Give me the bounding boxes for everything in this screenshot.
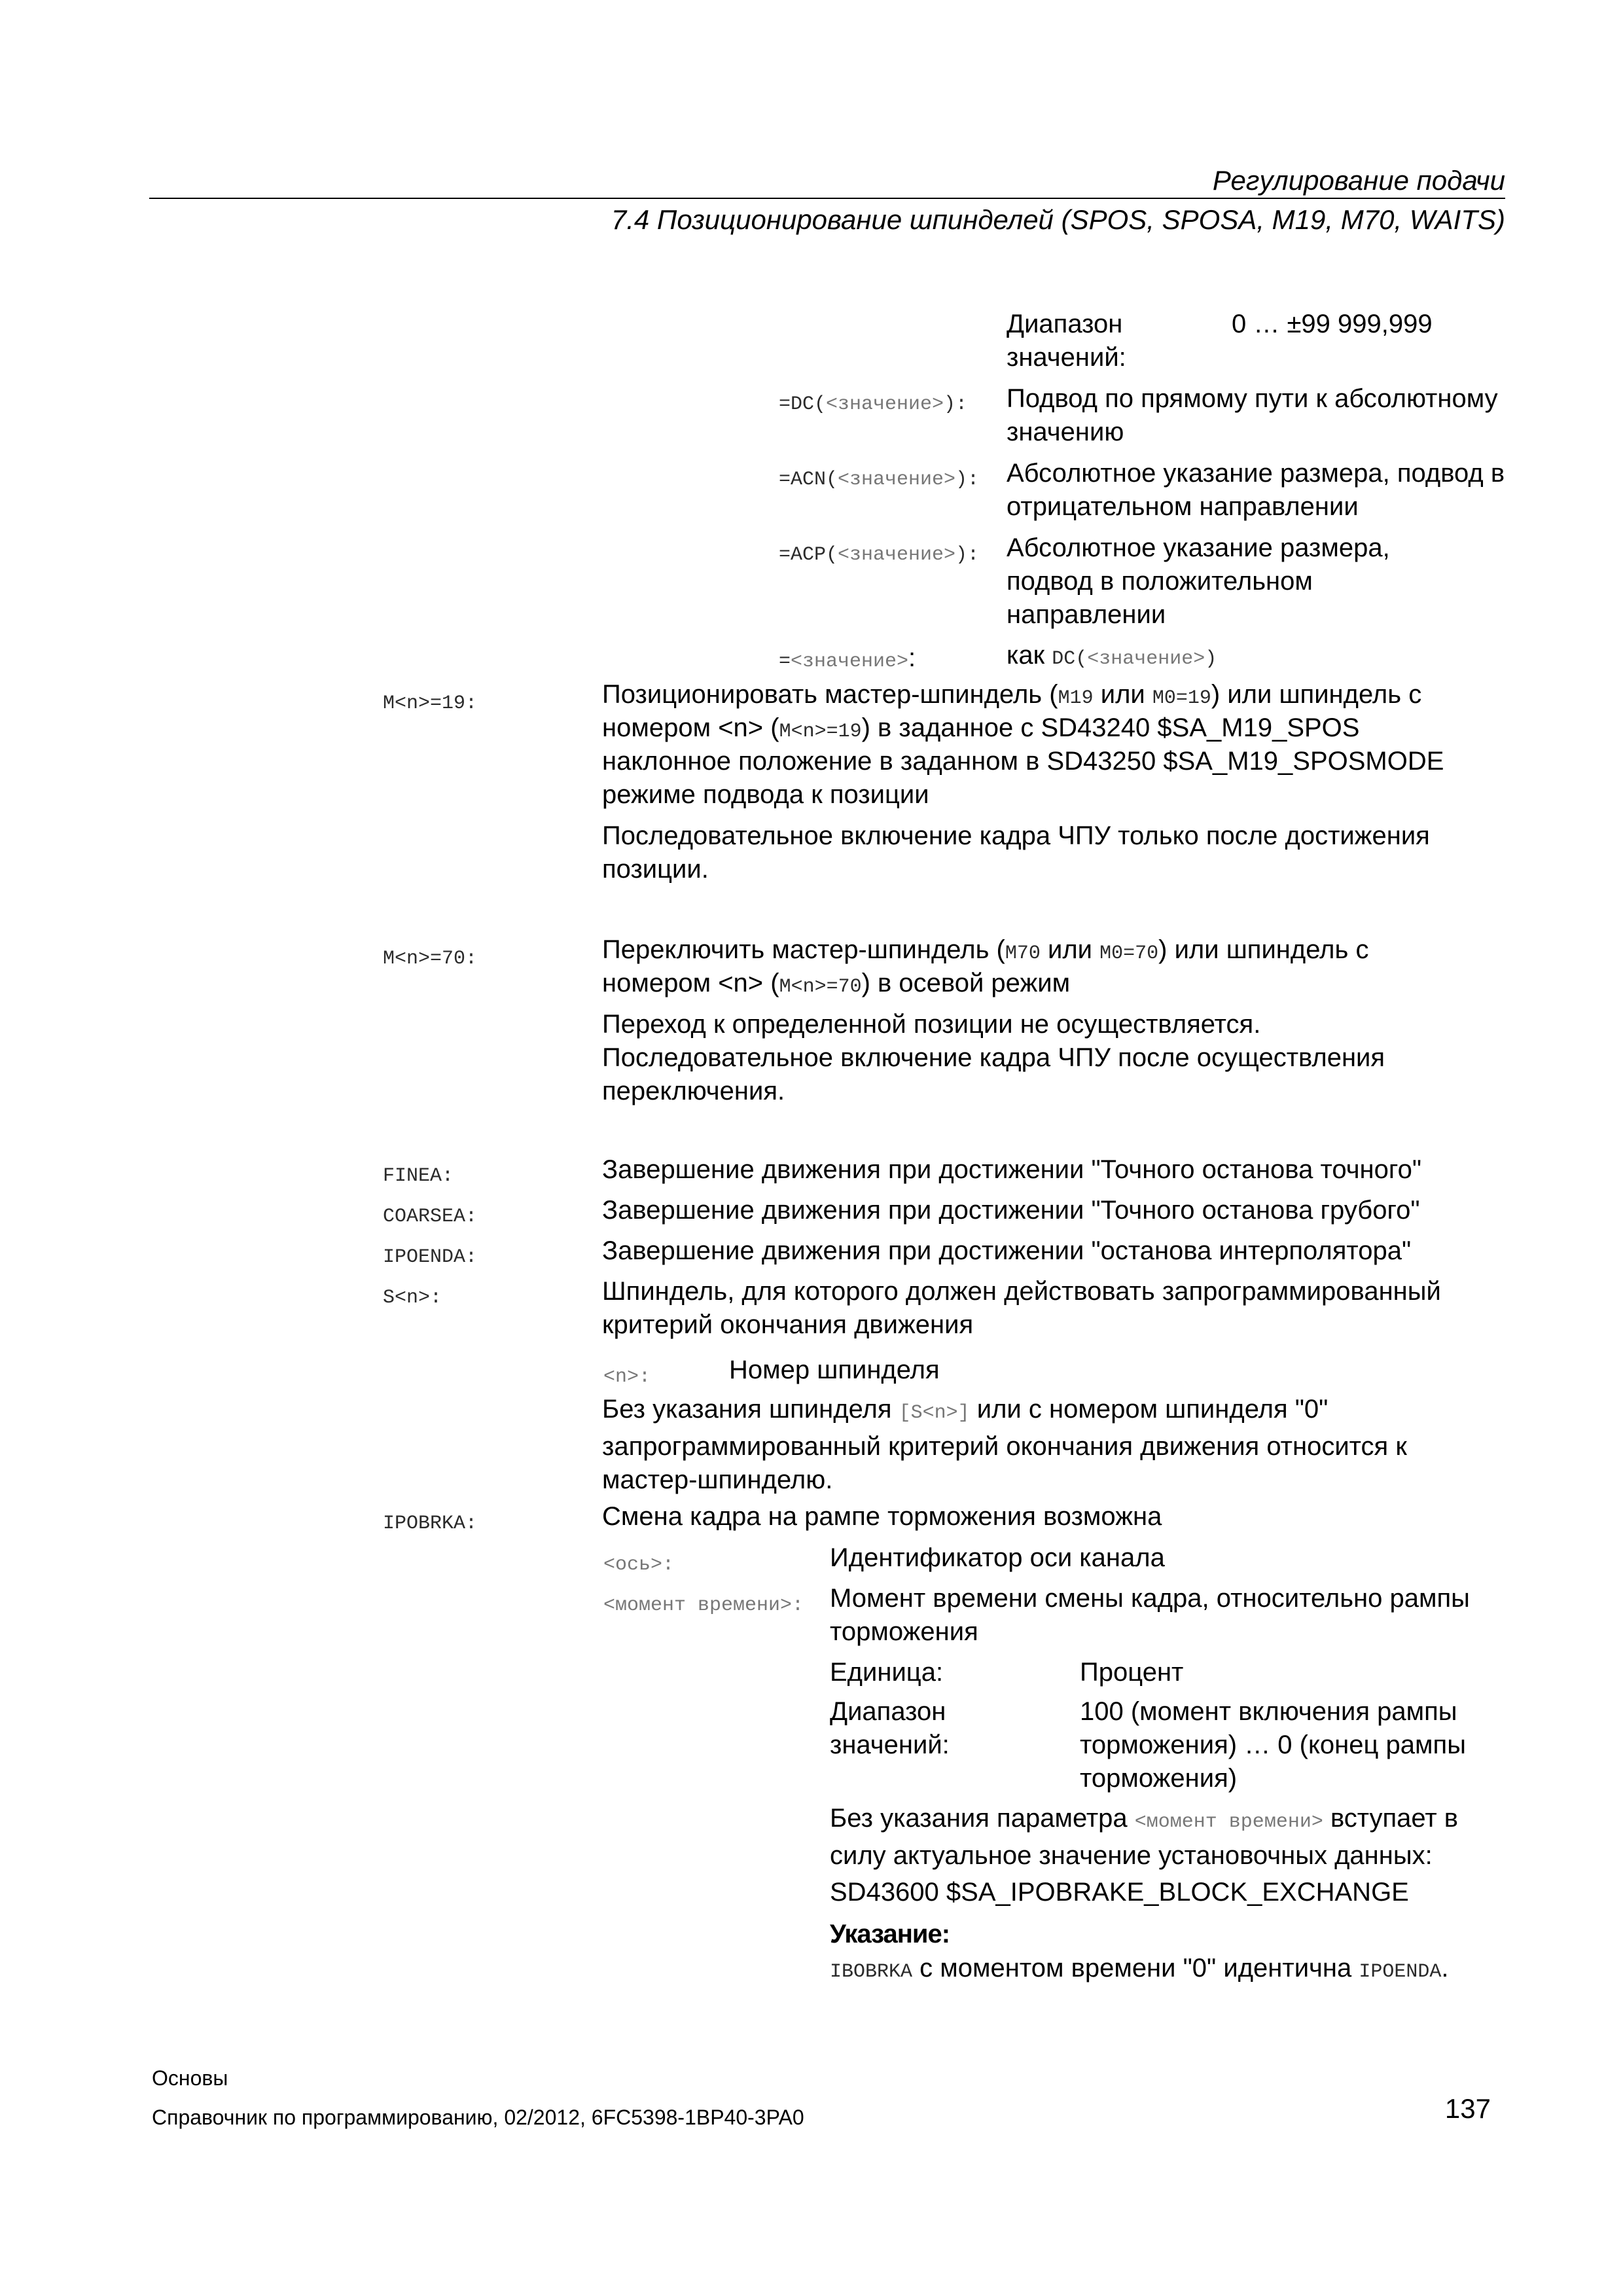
m70-term: M<n>=70:	[383, 948, 478, 970]
m70-line-2: номером <n> (M<n>=70) в осевой режим	[602, 969, 1071, 998]
ipobrka-range-label: Диапазон значений:	[830, 1697, 950, 1759]
ipoenda-term: IPOENDA:	[383, 1246, 478, 1268]
mode-dc-term: =DC(<значение>):	[779, 393, 968, 416]
ipobrka-range-value: 100 (момент включения рампы торможения) … 0 (конец рампы торможения)	[1080, 1697, 1466, 1793]
ipobrka-time-term: <момент времени>:	[603, 1594, 804, 1617]
ipobrka-desc: Смена кадра на рампе торможения возможна	[602, 1502, 1162, 1531]
finea-desc: Завершение движения при достижении "Точного останова точного"	[602, 1155, 1422, 1184]
ipobrka-sd: SD43600 $SA_IPOBRAKE_BLOCK_EXCHANGE	[830, 1878, 1409, 1907]
mode-acn-term: =ACN(<значение>):	[779, 469, 980, 491]
sn-term: S<n>:	[383, 1287, 442, 1309]
m19-note: Последовательное включение кадра ЧПУ только после достижения позиции.	[602, 821, 1430, 884]
sn-note: Без указания шпинделя [S<n>] или с номером шпинделя "0" запрограммированный критерий окончания движения относится к мастер-шпинделю.	[602, 1395, 1407, 1494]
sn-n-term: <n>:	[603, 1366, 651, 1388]
sn-n-desc: Номер шпинделя	[729, 1355, 940, 1384]
coarsea-term: COARSEA:	[383, 1206, 478, 1228]
sn-desc: Шпиндель, для которого должен действовать запрограммированный критерий окончания движения	[602, 1277, 1441, 1339]
section-title: 7.4 Позиционирование шпинделей (SPOS, SPOSA, M19, M70, WAITS)	[611, 204, 1505, 235]
mode-eq-term: =<значение>:	[779, 643, 916, 673]
page-number: 137	[1444, 2093, 1491, 2124]
ipobrka-unit-value: Процент	[1080, 1658, 1184, 1687]
m19-term: M<n>=19:	[383, 692, 478, 715]
range-label-top: Диапазон значений:	[1007, 310, 1126, 372]
mode-acp-term: =ACP(<значение>):	[779, 544, 980, 566]
note-title: Указание:	[830, 1920, 950, 1948]
m19-line-1: Позиционировать мастер-шпиндель (M19 или M0=19) или шпиндель с	[602, 680, 1422, 709]
header-rule	[149, 198, 1505, 199]
ipobrka-time-desc: Момент времени смены кадра, относительно рампы торможения	[830, 1584, 1470, 1646]
chapter-title: Регулирование подачи	[1212, 165, 1505, 196]
mode-acn-desc: Абсолютное указание размера, подвод в отрицательном направлении	[1007, 459, 1505, 521]
m19-line-3: наклонное положение в заданном в SD43250 $SA_M19_SPOSMODE	[602, 747, 1444, 776]
ipoenda-desc: Завершение движения при достижении "останова интерполятора"	[602, 1236, 1412, 1265]
mode-acp-desc: Абсолютное указание размера, подвод в положительном направлении	[1007, 533, 1390, 629]
m70-line-1: Переключить мастер-шпиндель (M70 или M0=70) или шпиндель с	[602, 935, 1369, 965]
ipobrka-term: IPOBRKA:	[383, 1513, 478, 1535]
range-value-top: 0 … ±99 999,999	[1232, 310, 1433, 338]
coarsea-desc: Завершение движения при достижении "Точного останова грубого"	[602, 1196, 1420, 1225]
m19-line-2: номером <n> (M<n>=19) в заданное с SD43240 $SA_M19_SPOS	[602, 713, 1360, 743]
ipobrka-unit-label: Единица:	[830, 1658, 944, 1687]
ipobrka-axis-term: <ось>:	[603, 1554, 675, 1576]
note-text: IBOBRKA с моментом времени "0" идентична IPOENDA.	[830, 1954, 1449, 1983]
ipobrka-default-note: Без указания параметра <момент времени> вступает в силу актуальное значение установочных данных:	[830, 1804, 1459, 1870]
ipobrka-axis-desc: Идентификатор оси канала	[830, 1543, 1165, 1572]
finea-term: FINEA:	[383, 1165, 454, 1187]
m70-note: Переход к определенной позиции не осуществляется. Последовательное включение кадра ЧПУ после осуществления переключения.	[602, 1010, 1385, 1105]
mode-dc-desc: Подвод по прямому пути к абсолютному значению	[1007, 384, 1498, 446]
mode-eq-desc: как DC(<значение>)	[1007, 641, 1217, 670]
m19-line-4: режиме подвода к позиции	[602, 780, 929, 809]
footer-book-title: Основы	[152, 2066, 228, 2090]
footer-manual-info: Справочник по программированию, 02/2012, 6FC5398-1BP40-3PA0	[152, 2106, 804, 2129]
